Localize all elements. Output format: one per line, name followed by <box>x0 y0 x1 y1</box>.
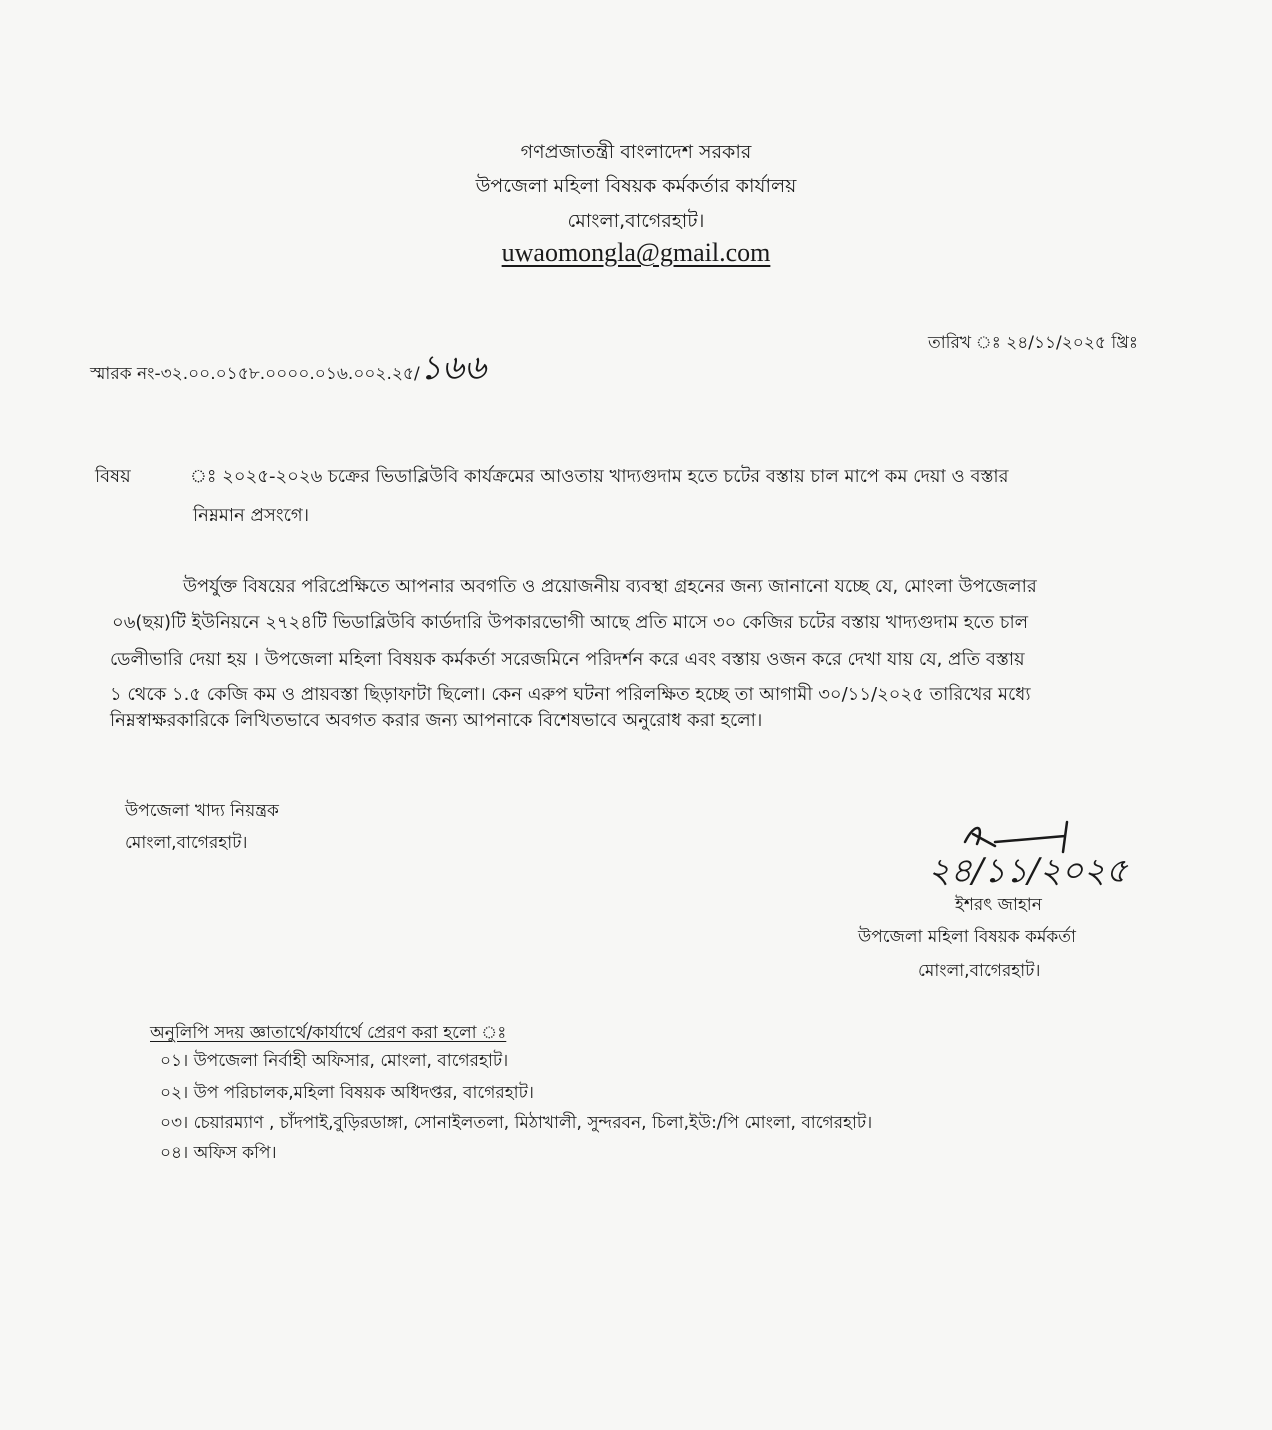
body-line: উপর্যুক্ত বিষয়ের পরিপ্রেক্ষিতে আপনার অবগতি ও প্রয়োজনীয় ব্যবস্থা গ্রহনের জন্য জানানো যচ্ছে যে, মোংলা উপজেলার <box>183 576 1037 597</box>
cc-item: ০৪। অফিস কপি। <box>160 1143 277 1163</box>
cc-item: ০২। উপ পরিচালক,মহিলা বিষয়ক অধিদপ্তর, বাগেরহাট। <box>160 1083 534 1103</box>
header-office: উপজেলা মহিলা বিষয়ক কর্মকর্তার কার্যালয় <box>475 175 797 197</box>
subject-line-1: ঃ ২০২৫-২০২৬ চক্রের ভিডাব্লিউবি কার্যক্রমের আওতায় খাদ্যগুদাম হতে চটের বস্তায় চাল মাপে কম দেয়া ও বস্তার <box>190 466 1009 487</box>
body-line: নিম্নস্বাক্ষরকারিকে লিখিতভাবে অবগত করার জন্য আপনাকে বিশেষভাবে অনুরোধ করা হলো। <box>110 710 763 731</box>
subject-label: বিষয় <box>95 466 131 487</box>
cc-item: ০৩। চেয়ারম্যাণ , চাঁদপাই,বুড়িরডাঙ্গা, সোনাইলতলা, মিঠাখালী, সুন্দরবন, চিলা,ইউ:/পি মোংলা, বাগেরহাট। <box>160 1113 873 1133</box>
body-line: ১ থেকে ১.৫ কেজি কম ও প্রায়বস্তা ছিড়াফাটা ছিলো। কেন এরুপ ঘটনা পরিলক্ষিত হচ্ছে তা আগামী ৩০/১১/২০২৫ তারিখের মধ্যে <box>110 684 1031 705</box>
recipient-title: উপজেলা খাদ্য নিয়ন্ত্রক <box>125 801 279 821</box>
memo-handwritten-number: ১৬৬ <box>419 348 486 388</box>
signatory-location: মোংলা,বাগেরহাট। <box>918 961 1041 981</box>
memo-number <box>90 342 486 399</box>
memo-date: তারিখ ঃ ২৪/১১/২০২৫ খ্রিঃ <box>928 333 1138 353</box>
cc-item: ০১। উপজেলা নির্বাহী অফিসার, মোংলা, বাগেরহাট। <box>160 1051 509 1071</box>
header-email[interactable]: uwaomongla@gmail.com <box>501 238 771 267</box>
header-location: মোংলা,বাগেরহাট। <box>567 210 705 232</box>
header-email-wrap <box>0 238 1272 268</box>
body-line: ডেলীভারি দেয়া হয় । উপজেলা মহিলা বিষয়ক কর্মকর্তা সরেজমিনে পরিদর্শন করে এবং বস্তায় ওজন করে দেখা যায় যে, প্রতি বস্তায় <box>110 649 1025 670</box>
recipient-location: মোংলা,বাগেরহাট। <box>125 833 248 853</box>
signatory-name: ইশরৎ জাহান <box>955 895 1042 915</box>
header-government: গণপ্রজাতন্ত্রী বাংলাদেশ সরকার <box>520 141 752 163</box>
memo-number-text: স্মারক নং-৩২.০০.০১৫৮.০০০০.০১৬.০০২.২৫/ <box>90 364 420 384</box>
body-line: ০৬(ছয়)টি ইউনিয়নে ২৭২৪টি ভিডাব্লিউবি কার্ডদারি উপকারভোগী আছে প্রতি মাসে ৩০ কেজির চটের বস্তায় খাদ্যগুদাম হতে চাল <box>112 612 1029 633</box>
signature-date: ২৪/১১/২০২৫ <box>928 851 1128 891</box>
subject-line-2: নিম্নমান প্রসংগে। <box>193 505 310 526</box>
cc-title: অনুলিপি সদয় জ্ঞাতার্থে/কার্যার্থে প্রেরণ করা হলো ঃ <box>150 1023 507 1043</box>
signatory-designation: উপজেলা মহিলা বিষয়ক কর্মকর্তা <box>858 927 1076 947</box>
